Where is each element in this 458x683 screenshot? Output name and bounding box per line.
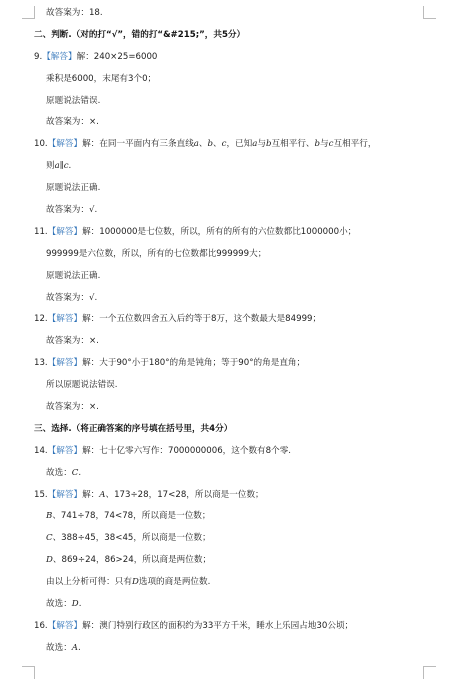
- question-13-line: 13.【解答】解：大于90°小于180°的角是钝角；等于90°的角是直角；: [34, 358, 306, 369]
- answer-tag: 【解答】: [47, 489, 83, 500]
- answer-line: 故答案为：√.: [46, 205, 98, 216]
- answer-tag: 【解答】: [47, 226, 83, 237]
- crop-mark-bottom-right: [423, 666, 436, 679]
- answer-line: 故答案为：×.: [46, 402, 99, 413]
- section-heading-judgment: 二、判断.（对的打“√”，错的打“&#215;”，共5分）: [34, 29, 246, 40]
- explanation-line: 由以上分析可得：只有D选项的商是两位数.: [46, 577, 211, 588]
- question-16-line: 16.【解答】解：澳门特别行政区的面积约为33平方千米，睡水上乐园占地30公顷；: [34, 620, 354, 631]
- question-15-line: 15.【解答】解：A、173÷28，17<28，所以商是一位数；: [34, 489, 264, 500]
- answer-line: 故答案为：18.: [46, 8, 103, 18]
- answer-line: 故选：C.: [46, 467, 82, 478]
- answer-content: [34, 3, 434, 660]
- explanation-line: 所以原题说法错误.: [46, 380, 118, 391]
- question-12-line: 12.【解答】解：一个五位数四舍五入后约等于8万，这个数最大是84999；: [34, 314, 322, 325]
- explanation-line: D、869÷24，86>24，所以商是两位数；: [46, 555, 212, 566]
- answer-tag: 【解答】: [47, 620, 83, 631]
- answer-tag: 【解答】: [47, 445, 83, 456]
- question-9-line: 9.【解答】解：240×25=6000: [34, 51, 158, 62]
- explanation-line: 原题说法正确.: [46, 183, 101, 194]
- answer-line: 故答案为：×.: [46, 336, 99, 347]
- answer-tag: 【解答】: [47, 358, 83, 369]
- explanation-line: 乘积是6000，末尾有3个0；: [46, 73, 157, 84]
- explanation-line: B、741÷78，74<78，所以商是一位数；: [46, 511, 211, 522]
- crop-mark-bottom-left: [22, 666, 35, 679]
- section-heading-choice: 三、选择.（将正确答案的序号填在括号里，共4分）: [34, 423, 233, 434]
- answer-line: 故选：A.: [46, 642, 81, 653]
- question-10-line: 10.【解答】解：在同一平面内有三条直线a、b、c，已知a与b互相平行、b与c互相平行，: [34, 139, 377, 150]
- answer-tag: 【解答】: [42, 51, 77, 62]
- answer-tag: 【解答】: [47, 139, 83, 150]
- answer-line: 故答案为：√.: [46, 292, 98, 303]
- explanation-line: 原题说法错误.: [46, 95, 101, 106]
- question-14-line: 14.【解答】解：七十亿零六写作：7000000006，这个数有8个零.: [34, 445, 292, 456]
- answer-line: 故选：D.: [46, 599, 82, 610]
- answer-tag: 【解答】: [47, 314, 83, 325]
- question-11-line: 11.【解答】解：1000000是七位数，所以，所有的所有的六位数都比1000000小；: [34, 226, 357, 237]
- explanation-line: 999999是六位数，所以，所有的七位数都比999999大；: [46, 248, 267, 259]
- explanation-line: 原题说法正确.: [46, 270, 101, 281]
- explanation-line: 则a∥c.: [46, 161, 72, 172]
- answer-line: 故答案为：×.: [46, 117, 99, 128]
- explanation-line: C、388÷45，38<45，所以商是一位数；: [46, 533, 211, 544]
